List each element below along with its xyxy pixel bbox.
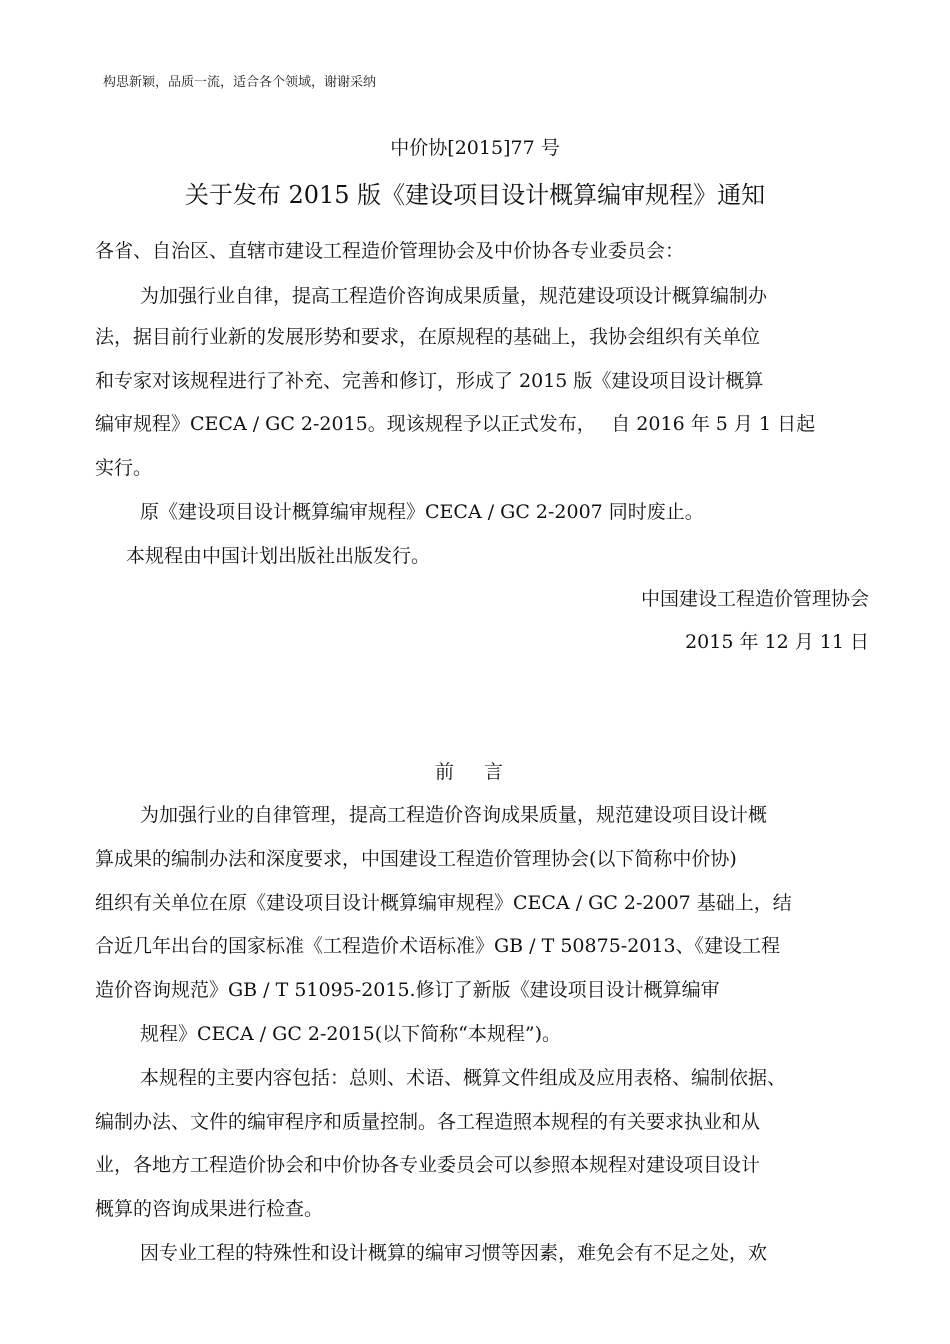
preface-para1-line: 规程》CECA / GC 2-2015(以下简称“本规程”)。 [140, 1023, 562, 1045]
signature-date: 2015 年 12 月 11 日 [685, 631, 869, 653]
notice-para1-line: 编审规程》CECA / GC 2-2015。现该规程予以正式发布， 自 2016 年 5 月 1 日起 [95, 413, 816, 435]
preface-para3-line: 因专业工程的特殊性和设计概算的编审习惯等因素，难免会有不足之处，欢 [140, 1242, 768, 1264]
preface-title: 前 言 [434, 761, 516, 783]
notice-para2: 原《建设项目设计概算编审规程》CECA / GC 2-2007 同时废止。 [140, 501, 704, 523]
notice-para1-line: 为加强行业自律，提高工程造价咨询成果质量，规范建设项设计概算编制办 [140, 285, 768, 307]
notice-para3: 本规程由中国计划出版社出版发行。 [126, 545, 431, 567]
preface-para2-line: 编制办法、文件的编审程序和质量控制。各工程造照本规程的有关要求执业和从 [95, 1111, 761, 1133]
preface-para1-line: 造价咨询规范》GB / T 51095-2015.修订了新版《建设项目设计概算编审 [95, 979, 720, 1001]
document-number: 中价协[2015]77 号 [390, 137, 560, 159]
preface-para1-line: 为加强行业的自律管理，提高工程造价咨询成果质量，规范建设项目设计概 [140, 804, 768, 826]
preface-para2-line: 本规程的主要内容包括：总则、术语、概算文件组成及应用表格、编制依据、 [140, 1067, 787, 1089]
preface-para1-line: 组织有关单位在原《建设项目设计概算编审规程》CECA / GC 2-2007 基础上，结 [95, 892, 792, 914]
notice-title: 关于发布 2015 版《建设项目设计概算编审规程》通知 [184, 181, 766, 209]
preface-para2-line: 业，各地方工程造价协会和中价协各专业委员会可以参照本规程对建设项目设计 [95, 1154, 761, 1176]
notice-para1-line: 和专家对该规程进行了补充、完善和修订，形成了 2015 版《建设项目设计概算 [95, 370, 764, 392]
signature-organization: 中国建设工程造价管理协会 [640, 588, 869, 610]
preface-para2-line: 概算的咨询成果进行检查。 [95, 1198, 324, 1220]
preface-para1-line: 合近几年出台的国家标准《工程造价术语标准》GB / T 50875-2013、《建设工程 [95, 935, 781, 957]
header-note: 构思新颖，品质一流，适合各个领域，谢谢采纳 [103, 75, 377, 90]
notice-para1-line: 实行。 [95, 457, 153, 479]
salutation: 各省、自治区、直辖市建设工程造价管理协会及中价协各专业委员会： [95, 240, 685, 262]
preface-para1-line: 算成果的编制办法和深度要求，中国建设工程造价管理协会(以下简称中价协) [95, 848, 737, 870]
notice-para1-line: 法，据目前行业新的发展形势和要求，在原规程的基础上，我协会组织有关单位 [95, 326, 761, 348]
